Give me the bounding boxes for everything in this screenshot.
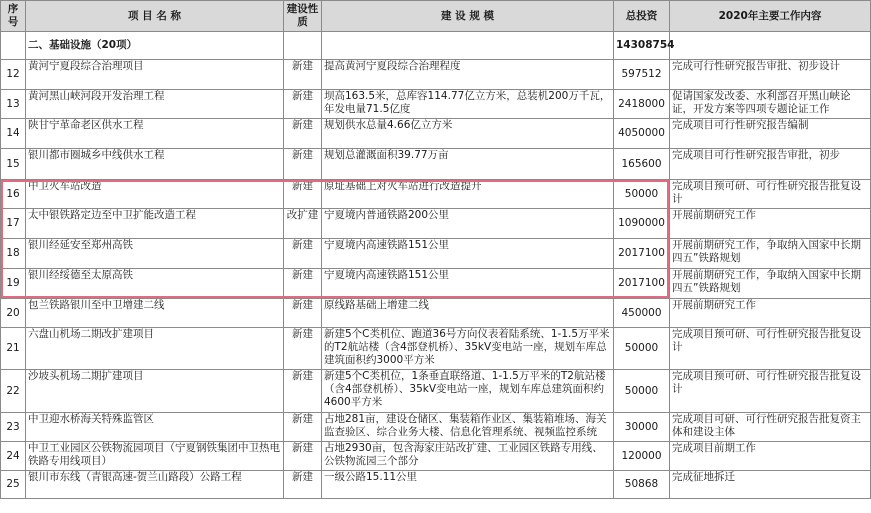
- row-scope: 宁夏境内普通铁路200公里: [322, 209, 614, 239]
- row-no: 23: [1, 413, 26, 442]
- row-work: 开展前期研究工作，争取纳入国家中长期四五”铁路规划: [670, 269, 871, 299]
- row-scope: 宁夏境内高速铁路151公里: [322, 239, 614, 269]
- row-work: 完成征地拆迁: [670, 471, 871, 499]
- row-no: 25: [1, 471, 26, 499]
- table-row: [1, 328, 871, 370]
- row-name: 太中银铁路定边至中卫扩能改造工程: [26, 209, 284, 239]
- section-investment: 14308754: [614, 32, 670, 60]
- row-name: 六盘山机场二期改扩建项目: [26, 328, 284, 370]
- row-type: 改扩建: [284, 209, 322, 239]
- table-row: [1, 269, 871, 299]
- table-row: [1, 239, 871, 269]
- row-name: 黄河宁夏段综合治理项目: [26, 60, 284, 90]
- row-type: 新建: [284, 60, 322, 90]
- row-scope: 坝高163.5米，总库容114.77亿立方米，总装机200万千瓦，年发电量71.5亿度: [322, 90, 614, 119]
- row-work: 开展前期研究工作，争取纳入国家中长期四五”铁路规划: [670, 239, 871, 269]
- section-type: [284, 32, 322, 60]
- row-name: 黄河黑山峡河段开发治理工程: [26, 90, 284, 119]
- row-no: 16: [1, 180, 26, 209]
- row-work: 完成项目前期工作: [670, 442, 871, 471]
- row-investment: 597512: [614, 60, 670, 90]
- row-type: 新建: [284, 299, 322, 328]
- table-row: [1, 413, 871, 442]
- row-no: 20: [1, 299, 26, 328]
- table-row: [1, 90, 871, 119]
- row-no: 18: [1, 239, 26, 269]
- row-name: 银川市东线（青银高速-贺兰山路段）公路工程: [26, 471, 284, 499]
- row-scope: 占地281亩，建设仓储区、集装箱作业区、集装箱堆场、海关监查验区、综合业务大楼、信息化管理系统、视频监控系统: [322, 413, 614, 442]
- row-work: 完成可行性研究报告审批、初步设计: [670, 60, 871, 90]
- table-row: [1, 149, 871, 180]
- row-scope: 一级公路15.11公里: [322, 471, 614, 499]
- table-row: [1, 442, 871, 471]
- row-type: 新建: [284, 269, 322, 299]
- section-work: [670, 32, 871, 60]
- row-name: 中卫火车站改造: [26, 180, 284, 209]
- row-scope: 原线路基础上增建二线: [322, 299, 614, 328]
- header-type: 建设性质: [284, 1, 322, 32]
- row-investment: 50000: [614, 180, 670, 209]
- row-name: 中卫工业园区公铁物流园项目（宁夏钢铁集团中卫热电铁路专用线项目）: [26, 442, 284, 471]
- table-row: [1, 370, 871, 413]
- row-work: 完成项目可行性研究报告审批，初步: [670, 149, 871, 180]
- table-row: [1, 299, 871, 328]
- row-no: 21: [1, 328, 26, 370]
- row-name: 银川都市圈城乡中线供水工程: [26, 149, 284, 180]
- row-type: 新建: [284, 471, 322, 499]
- row-scope: 宁夏境内高速铁路151公里: [322, 269, 614, 299]
- table-row: [1, 471, 871, 499]
- header-scope: 建 设 规 模: [322, 1, 614, 32]
- row-investment: 2017100: [614, 239, 670, 269]
- row-no: 22: [1, 370, 26, 413]
- row-work: 促请国家发改委、水利部召开黑山峡论证，开发方案等四项专题论证工作: [670, 90, 871, 119]
- row-no: 24: [1, 442, 26, 471]
- row-investment: 450000: [614, 299, 670, 328]
- row-name: 银川经绥德至太原高铁: [26, 269, 284, 299]
- header-no: 序号: [1, 1, 26, 32]
- row-scope: 新建5个C类机位、跑道36号方向仪表着陆系统、1-1.5万平米的T2航站楼（含4部登机桥）、35kV变电站一座，规划车库总建筑面积约3000平方米: [322, 328, 614, 370]
- row-no: 19: [1, 269, 26, 299]
- row-type: 新建: [284, 149, 322, 180]
- table-row: [1, 119, 871, 149]
- row-scope: 规划总灌溉面积39.77万亩: [322, 149, 614, 180]
- row-scope: 占地2930亩，包含海家庄站改扩建、工业园区铁路专用线、公铁物流园三个部分: [322, 442, 614, 471]
- row-work: 开展前期研究工作: [670, 209, 871, 239]
- row-name: 沙坡头机场二期扩建项目: [26, 370, 284, 413]
- section-no: [1, 32, 26, 60]
- header-work: 2020年主要工作内容: [670, 1, 871, 32]
- row-no: 17: [1, 209, 26, 239]
- row-investment: 4050000: [614, 119, 670, 149]
- row-no: 14: [1, 119, 26, 149]
- section-label: 二、基础设施（20项）: [26, 32, 284, 60]
- row-type: 新建: [284, 119, 322, 149]
- row-investment: 120000: [614, 442, 670, 471]
- row-name: 银川经延安至郑州高铁: [26, 239, 284, 269]
- section-row: [1, 32, 871, 60]
- row-investment: 165600: [614, 149, 670, 180]
- row-work: 开展前期研究工作: [670, 299, 871, 328]
- row-investment: 50000: [614, 370, 670, 413]
- row-type: 新建: [284, 413, 322, 442]
- table-row: [1, 180, 871, 209]
- row-investment: 2418000: [614, 90, 670, 119]
- row-no: 13: [1, 90, 26, 119]
- row-scope: 规划供水总量4.66亿立方米: [322, 119, 614, 149]
- section-scope: [322, 32, 614, 60]
- row-investment: 1090000: [614, 209, 670, 239]
- row-type: 新建: [284, 328, 322, 370]
- table-row: [1, 60, 871, 90]
- header-name: 项 目 名 称: [26, 1, 284, 32]
- row-investment: 50000: [614, 328, 670, 370]
- row-work: 完成项目可研、可行性研究报告批复资主体和建设主体: [670, 413, 871, 442]
- table-row: [1, 209, 871, 239]
- row-investment: 30000: [614, 413, 670, 442]
- row-work: 完成项目预可研、可行性研究报告批复设计: [670, 370, 871, 413]
- row-name: 陕甘宁革命老区供水工程: [26, 119, 284, 149]
- row-type: 新建: [284, 90, 322, 119]
- row-work: 完成项目预可研、可行性研究报告批复设计: [670, 328, 871, 370]
- row-type: 新建: [284, 180, 322, 209]
- row-name: 中卫迎水桥海关特殊监管区: [26, 413, 284, 442]
- row-type: 新建: [284, 442, 322, 471]
- row-work: 完成项目可行性研究报告编制: [670, 119, 871, 149]
- row-type: 新建: [284, 370, 322, 413]
- row-investment: 2017100: [614, 269, 670, 299]
- row-investment: 50868: [614, 471, 670, 499]
- row-scope: 提高黄河宁夏段综合治理程度: [322, 60, 614, 90]
- row-no: 15: [1, 149, 26, 180]
- row-type: 新建: [284, 239, 322, 269]
- row-name: 包兰铁路银川至中卫增建二线: [26, 299, 284, 328]
- row-no: 12: [1, 60, 26, 90]
- row-scope: 新建5个C类机位，1条垂直联络道、1-1.5万平米的T2航站楼（含4部登机桥）、35kV变电站一座，规划车库总建筑面积约4600平方米: [322, 370, 614, 413]
- header-investment: 总投资: [614, 1, 670, 32]
- header-row: [1, 1, 871, 32]
- row-work: 完成项目预可研、可行性研究报告批复设计: [670, 180, 871, 209]
- row-scope: 原址基础上对火车站进行改造提升: [322, 180, 614, 209]
